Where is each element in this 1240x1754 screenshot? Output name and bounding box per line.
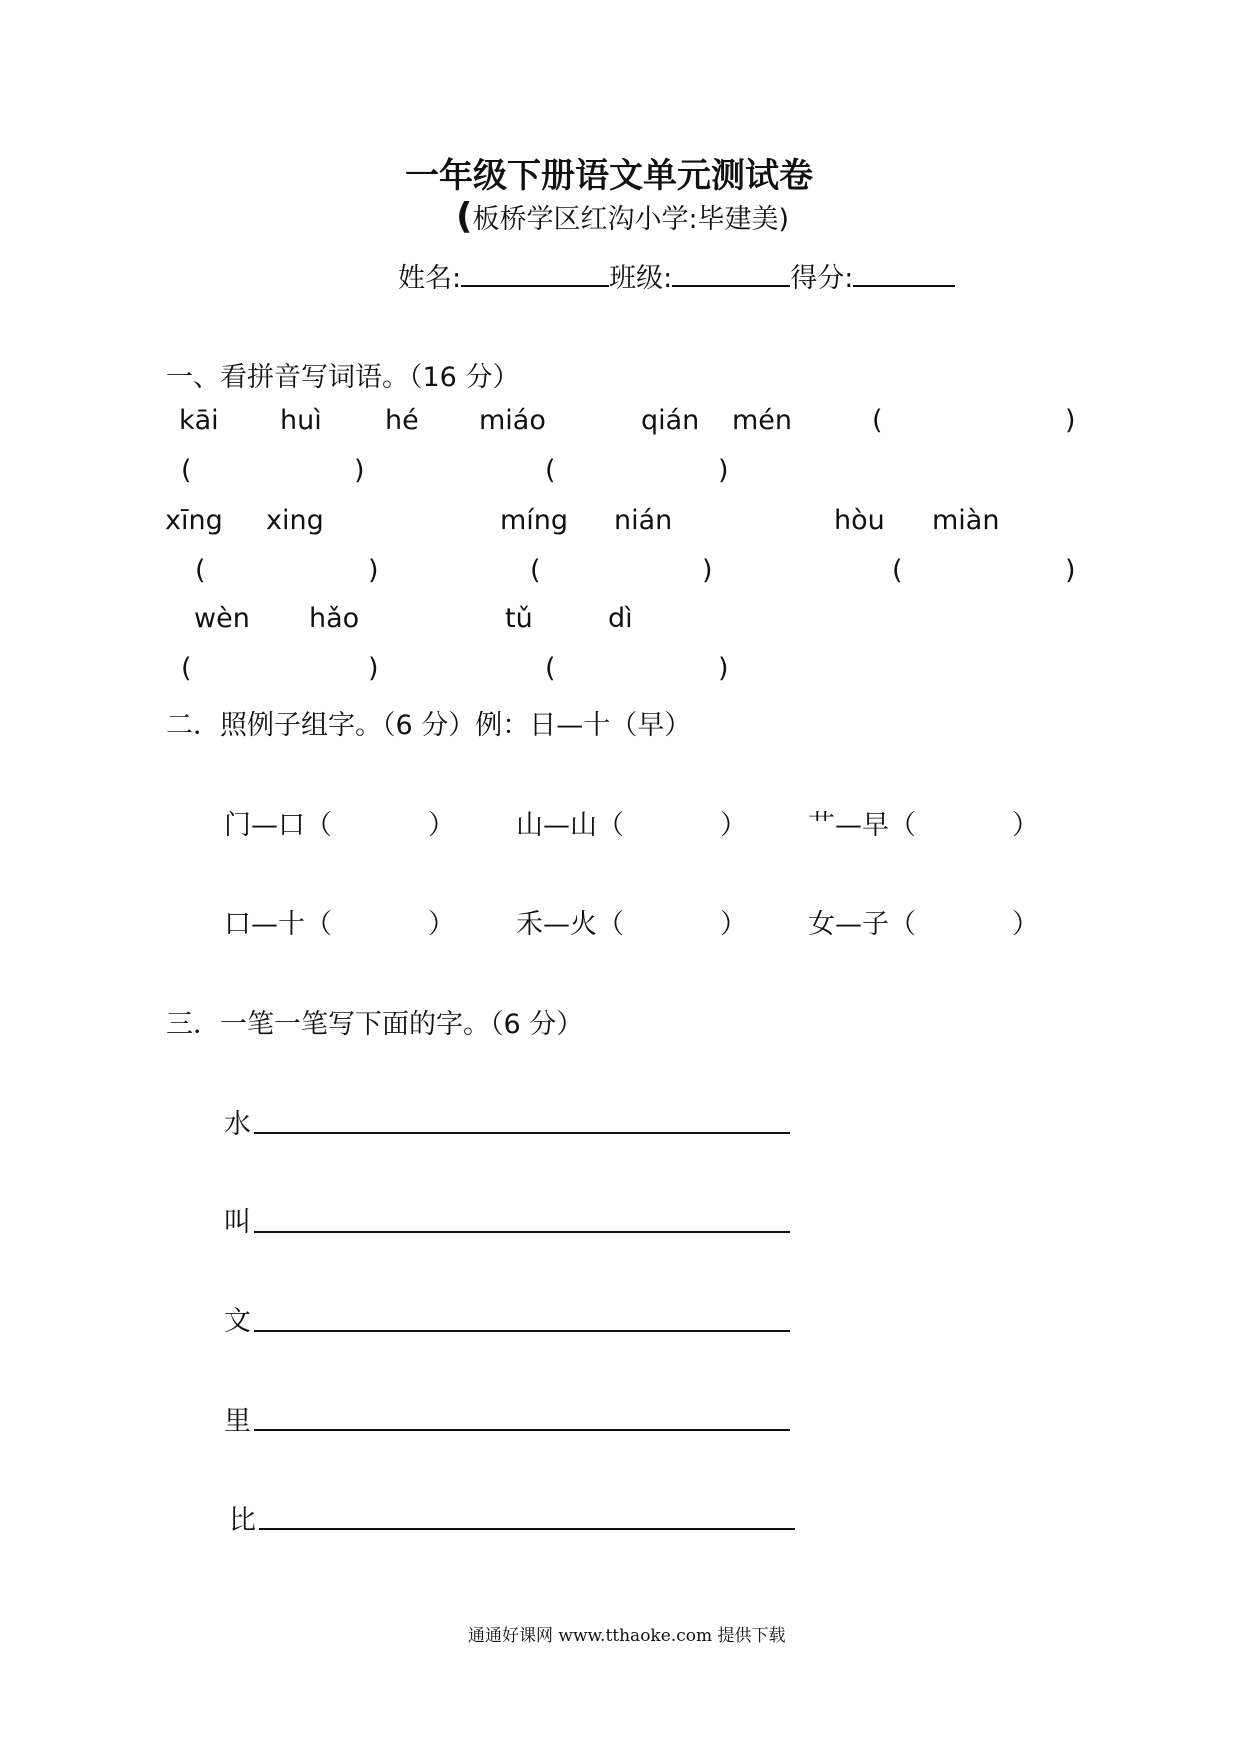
score-label: 得分: <box>790 263 854 294</box>
stroke-char: 文 <box>224 1306 251 1337</box>
pinyin: wèn <box>194 603 250 634</box>
answer-paren-close: ) <box>718 455 729 486</box>
section2-heading: 二．照例子组字。（6 分）例：日—十（早） <box>166 710 692 741</box>
compose-close: ） <box>1012 810 1039 841</box>
compose-close: ） <box>428 810 455 841</box>
writing-line[interactable] <box>254 1132 790 1134</box>
pinyin: míng <box>500 505 569 536</box>
section3-heading: 三．一笔一笔写下面的字。（6 分） <box>166 1009 584 1040</box>
writing-line[interactable] <box>254 1231 790 1233</box>
answer-paren-close: ) <box>368 653 379 684</box>
compose-item[interactable]: 艹—早（ <box>808 810 916 841</box>
compose-close: ） <box>720 909 747 940</box>
section1-heading: 一、看拼音写词语。（16 分） <box>166 362 520 393</box>
pinyin: miáo <box>479 405 546 436</box>
compose-close: ） <box>720 810 747 841</box>
pinyin: miàn <box>932 505 1000 536</box>
answer-paren-open[interactable]: ( <box>545 455 556 486</box>
name-field[interactable] <box>461 261 609 287</box>
pinyin: hòu <box>834 505 885 536</box>
writing-line[interactable] <box>254 1330 790 1332</box>
answer-paren-close: ) <box>1065 405 1076 436</box>
answer-paren-close: ) <box>718 653 729 684</box>
pinyin: tǔ <box>505 603 533 634</box>
name-label: 姓名: <box>398 263 462 294</box>
pinyin: dì <box>608 603 633 634</box>
writing-line[interactable] <box>259 1528 795 1530</box>
answer-paren-open[interactable]: ( <box>195 555 206 586</box>
compose-close: ） <box>1012 909 1039 940</box>
compose-item[interactable]: 门—口（ <box>224 810 332 841</box>
answer-paren-open[interactable]: ( <box>872 405 883 436</box>
answer-paren-open[interactable]: ( <box>530 555 541 586</box>
author-text: 板桥学区红沟小学:毕建美) <box>472 204 790 235</box>
compose-close: ） <box>428 909 455 940</box>
class-field[interactable] <box>672 261 790 287</box>
pinyin: mén <box>732 405 793 436</box>
answer-paren-close: ) <box>702 555 713 586</box>
answer-paren-open[interactable]: ( <box>181 653 192 684</box>
pinyin: hé <box>385 405 419 436</box>
footer-text: 通通好课网 www.tthaoke.com 提供下载 <box>468 1626 786 1646</box>
stroke-char: 里 <box>224 1406 251 1437</box>
author-open-paren: ( <box>456 196 473 237</box>
writing-line[interactable] <box>254 1429 790 1431</box>
answer-paren-close: ) <box>368 555 379 586</box>
pinyin: qián <box>641 405 700 436</box>
pinyin: xing <box>266 505 324 536</box>
pinyin: hǎo <box>309 603 360 634</box>
score-field[interactable] <box>853 261 955 287</box>
stroke-char: 比 <box>229 1505 256 1536</box>
student-info-line <box>398 256 955 295</box>
compose-item[interactable]: 禾—火（ <box>516 909 624 940</box>
pinyin: kāi <box>179 405 219 436</box>
compose-item[interactable]: 口—十（ <box>224 909 332 940</box>
answer-paren-open[interactable]: ( <box>545 653 556 684</box>
answer-paren-open[interactable]: ( <box>181 455 192 486</box>
answer-paren-close: ) <box>1065 555 1076 586</box>
answer-paren-close: ) <box>354 455 365 486</box>
pinyin: xīng <box>165 505 223 536</box>
stroke-char: 叫 <box>224 1207 251 1238</box>
compose-item[interactable]: 女—子（ <box>808 909 916 940</box>
pinyin: huì <box>280 405 322 436</box>
class-label: 班级: <box>609 263 673 294</box>
answer-paren-open[interactable]: ( <box>892 555 903 586</box>
stroke-char: 水 <box>224 1109 251 1140</box>
pinyin: nián <box>614 505 673 536</box>
compose-item[interactable]: 山—山（ <box>516 810 624 841</box>
page-title: 一年级下册语文单元测试卷 <box>405 156 813 196</box>
author-line <box>456 196 789 237</box>
